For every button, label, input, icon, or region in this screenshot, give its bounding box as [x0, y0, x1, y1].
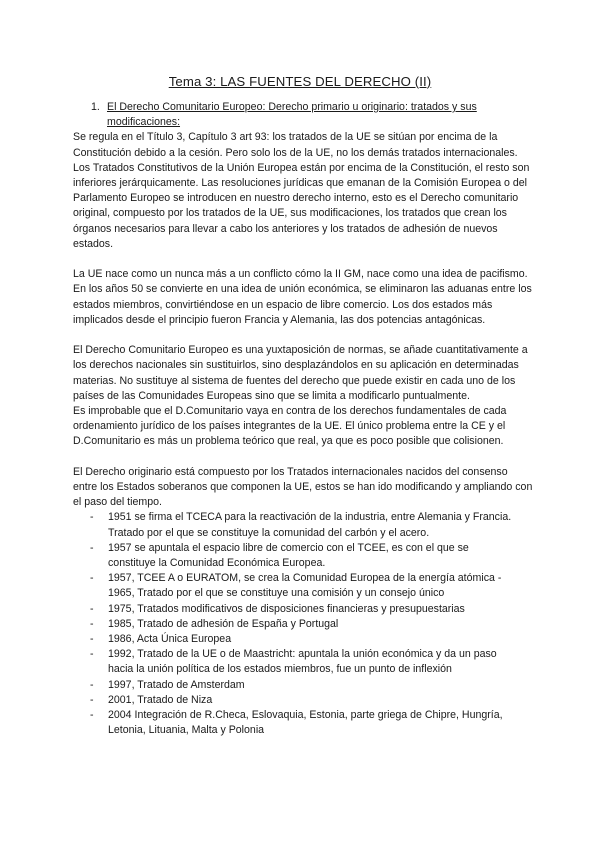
list-item-text: 1951 se firma el TCECA para la reactivación de la industria, entre Alemania y Francia. Tratado por el que se constituye la comunidad del carbón y el acero.	[108, 511, 512, 539]
list-item-text: 1985, Tratado de adhesión de España y Portugal	[108, 617, 339, 630]
list-item	[73, 541, 533, 571]
paragraph-gap	[73, 252, 533, 267]
list-item	[73, 617, 533, 632]
paragraph: Es improbable que el D.Comunitario vaya en contra de los derechos fundamentales de cada ordenamiento jurídico de los países integrantes de la UE. El único problema entre la CE y el D.Comunitario es más un problema teórico que real, ya que es poco posible que colisionen.	[73, 405, 507, 448]
list-dash: -	[90, 572, 94, 585]
document-body	[73, 100, 533, 738]
paragraph: Se regula en el Título 3, Capítulo 3 art 93: los tratados de la UE se sitúan por encima de la Constitución debido a la cesión. Pero solo los de la UE, no los demás tratados internacionales.	[73, 131, 518, 159]
list-item-text: 1997, Tratado de Amsterdam	[108, 678, 245, 691]
section-heading-text: El Derecho Comunitario Europeo: Derecho primario u originario: tratados y sus modificaciones:	[107, 101, 477, 129]
paragraph: Los Tratados Constitutivos de la Unión Europea están por encima de la Constitución, el resto son inferiores jerárquicamente. Las resoluciones jurídicas que emanan de la Comisión Europea o del Parlamento Europeo se introducen en nuestro derecho interno, esto es el Derecho comunitario original, compuesto por los tratados de la UE, sus modificaciones, los tratados que crean los órganos necesarios para llevar a cabo los anteriores y los tratados de adhesión de nuevos estados.	[73, 161, 530, 250]
list-item	[73, 693, 533, 708]
list-item-text: 1975, Tratados modificativos de disposiciones financieras y presupuestarias	[108, 602, 465, 615]
list-item	[73, 708, 533, 738]
list-item	[73, 510, 533, 540]
list-item-text: 2004 Integración de R.Checa, Eslovaquia, Estonia, parte griega de Chipre, Hungría, Letonia, Lituania, Malta y Polonia	[108, 709, 503, 737]
list-dash: -	[90, 678, 94, 691]
paragraph: El Derecho originario está compuesto por los Tratados internacionales nacidos del consenso entre los Estados soberanos que componen la UE, estos se han ido modificando y ampliando con el paso del tiempo.	[73, 465, 533, 509]
list-dash: -	[90, 602, 94, 615]
paragraph: La UE nace como un nunca más a un conflicto cómo la II GM, nace como una idea de pacifismo. En los años 50 se convierte en una idea de unión económica, se eliminaron las aduanas entre los estados miembros, convirtiéndose en un espacio de libre comercio. Los dos estados más implicados desde el principio fueron Francia y Alemania, las dos potencias antagónicas.	[73, 268, 532, 326]
list-item	[73, 602, 533, 617]
timeline-list	[73, 510, 533, 738]
list-dash: -	[90, 633, 94, 646]
list-item-text: 1957, TCEE A o EURATOM, se crea la Comunidad Europea de la energía atómica - 1965, Tratado por el que se constituye una comisión y un consejo único	[108, 572, 502, 600]
section-heading	[91, 100, 533, 130]
section-number: 1.	[91, 101, 100, 113]
list-item	[73, 571, 533, 601]
page-title: Tema 3: LAS FUENTES DEL DERECHO (II)	[168, 74, 432, 89]
list-item	[73, 632, 533, 647]
list-item	[73, 678, 533, 693]
list-item	[73, 647, 533, 677]
list-dash: -	[90, 617, 94, 630]
list-dash: -	[90, 511, 94, 524]
paragraph: El Derecho Comunitario Europeo es una yuxtaposición de normas, se añade cuantitativamente a los derechos nacionales sin sustituirlos, sino desplazándolos en su aplicación en determinadas materias. No sustituye al sistema de fuentes del derecho que puede existir en cada uno de los países de las Comunidades Europeas sino que se limita a modificarlo puntualmente.	[73, 344, 528, 402]
list-item-text: 1992, Tratado de la UE o de Maastricht: apuntala la unión económica y da un paso hacia la unión política de los estados miembros, fue un punto de inflexión	[108, 648, 497, 676]
paragraph-gap	[73, 450, 533, 465]
list-dash: -	[90, 693, 94, 706]
list-item-text: 1957 se apuntala el espacio libre de comercio con el TCEE, es con el que se constituye la Comunidad Económica Europea.	[108, 541, 469, 570]
list-dash: -	[90, 648, 94, 661]
list-dash: -	[90, 709, 94, 722]
list-item-text: 1986, Acta Única Europea	[108, 633, 232, 646]
list-item-text: 2001, Tratado de Niza	[108, 693, 213, 706]
paragraph-gap	[73, 328, 533, 343]
list-dash: -	[90, 541, 94, 554]
